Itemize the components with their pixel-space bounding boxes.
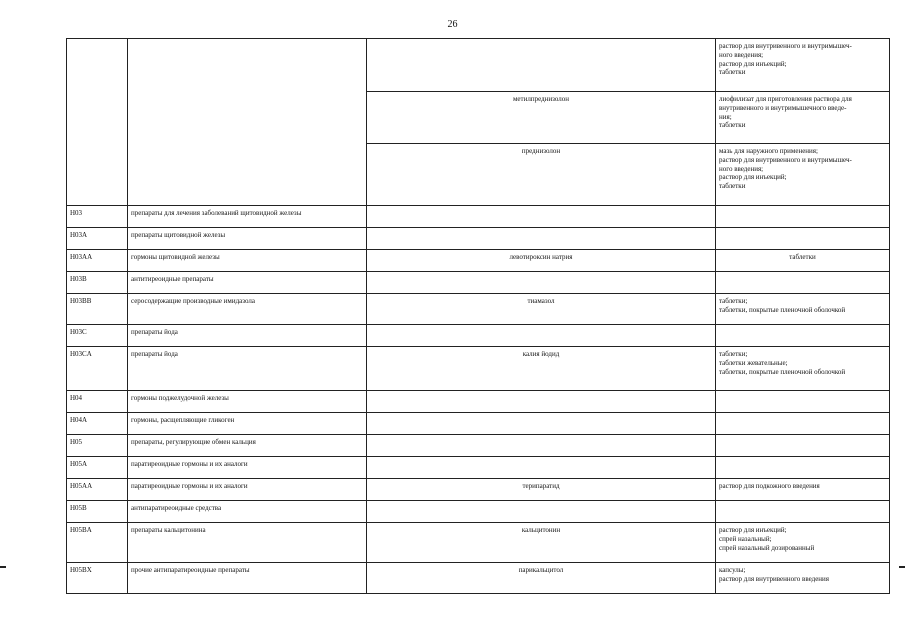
table-row xyxy=(67,563,890,594)
table-row xyxy=(67,228,890,250)
dosage-form-line: ного введения; xyxy=(719,50,764,59)
drug-name-cell: терипаратид xyxy=(367,479,716,501)
dosage-form-cell xyxy=(716,272,890,294)
group-cell: паратиреоидные гормоны и их аналоги xyxy=(128,479,367,501)
code-cell: H04A xyxy=(67,413,128,435)
dosage-form-line: таблетки, покрытые пленочной оболочкой xyxy=(719,305,846,314)
code-cell: H05AA xyxy=(67,479,128,501)
table-row xyxy=(67,501,890,523)
dosage-form-line: таблетки xyxy=(719,182,746,190)
dosage-form-cell xyxy=(716,250,890,272)
dosage-form-cell xyxy=(716,39,890,92)
dosage-form-cell xyxy=(716,501,890,523)
code-cell: H05A xyxy=(67,457,128,479)
group-cell xyxy=(128,39,367,206)
right-edge-mark xyxy=(899,566,905,568)
table-row xyxy=(67,457,890,479)
dosage-form-line: ния; xyxy=(719,112,732,121)
dosage-form-cell xyxy=(716,391,890,413)
dosage-form-cell xyxy=(716,479,890,501)
left-edge-mark xyxy=(0,566,6,568)
drug-name-cell xyxy=(367,391,716,413)
dosage-form-cell xyxy=(716,523,890,563)
group-cell: серосодержащие производные имидазола xyxy=(128,294,367,325)
drug-name-cell xyxy=(367,435,716,457)
drug-name-cell: парикальцитол xyxy=(367,563,716,594)
drug-name-cell xyxy=(367,228,716,250)
dosage-form-line: раствор для инъекций; xyxy=(719,173,787,182)
drug-name-cell xyxy=(367,413,716,435)
dosage-form-cell xyxy=(716,294,890,325)
code-cell: H05B xyxy=(67,501,128,523)
drug-name-cell: левотироксин натрия xyxy=(367,250,716,272)
dosage-form-cell xyxy=(716,92,890,144)
group-cell: препараты щитовидной железы xyxy=(128,228,367,250)
table-row xyxy=(67,206,890,228)
dosage-form-line: таблетки, покрытые пленочной оболочкой xyxy=(719,367,846,376)
dosage-form-line: таблетки; xyxy=(719,297,748,305)
table-row xyxy=(67,479,890,501)
table-row xyxy=(67,294,890,325)
table-row xyxy=(67,435,890,457)
dosage-form-line: таблетки жевательные; xyxy=(719,358,788,367)
table-row xyxy=(67,391,890,413)
group-cell: препараты йода xyxy=(128,325,367,347)
table-body xyxy=(67,39,890,594)
dosage-form-line: ного введения; xyxy=(719,164,764,173)
dosage-form-cell xyxy=(716,347,890,391)
dosage-form-line: капсулы; xyxy=(719,566,746,574)
dosage-form-cell xyxy=(716,228,890,250)
dosage-form-line: внутривенного и внутримышечного введе- xyxy=(719,103,847,112)
dosage-form-line: спрей назальный дозированный xyxy=(719,543,815,552)
code-cell: H03AA xyxy=(67,250,128,272)
code-cell: H03 xyxy=(67,206,128,228)
dosage-form-line: таблетки xyxy=(789,253,816,261)
group-cell: препараты для лечения заболеваний щитовидной железы xyxy=(128,206,367,228)
group-cell: гормоны щитовидной железы xyxy=(128,250,367,272)
dosage-form-line: раствор для внутривенного введения xyxy=(719,574,830,583)
drug-name-cell: преднизолон xyxy=(367,144,716,206)
dosage-form-cell xyxy=(716,325,890,347)
dosage-form-cell xyxy=(716,144,890,206)
group-cell: препараты кальцитонина xyxy=(128,523,367,563)
drug-name-cell: метилпреднизолон xyxy=(367,92,716,144)
dosage-form-line: раствор для подкожного введения xyxy=(719,482,820,490)
group-cell: гормоны, расщепляющие гликоген xyxy=(128,413,367,435)
group-cell: антипаратиреоидные средства xyxy=(128,501,367,523)
code-cell: H05BX xyxy=(67,563,128,594)
code-cell xyxy=(67,39,128,206)
table-row xyxy=(67,39,890,92)
drug-name-cell xyxy=(367,325,716,347)
dosage-form-line: таблетки; xyxy=(719,350,748,358)
group-cell: гормоны поджелудочной железы xyxy=(128,391,367,413)
code-cell: H03A xyxy=(67,228,128,250)
dosage-form-cell xyxy=(716,457,890,479)
dosage-form-cell xyxy=(716,563,890,594)
code-cell: H05 xyxy=(67,435,128,457)
drug-name-cell: тиамазол xyxy=(367,294,716,325)
code-cell: H05BA xyxy=(67,523,128,563)
table-row xyxy=(67,413,890,435)
table-row xyxy=(67,325,890,347)
code-cell: H04 xyxy=(67,391,128,413)
code-cell: H03BB xyxy=(67,294,128,325)
drug-name-cell: кальцитонин xyxy=(367,523,716,563)
dosage-form-line: таблетки xyxy=(719,121,746,130)
dosage-form-line: спрей назальный; xyxy=(719,534,772,543)
dosage-form-line: раствор для инъекций; xyxy=(719,526,787,534)
dosage-form-line: лиофилизат для приготовления раствора для xyxy=(719,95,852,103)
table-row xyxy=(67,250,890,272)
dosage-form-cell xyxy=(716,413,890,435)
drug-name-cell xyxy=(367,457,716,479)
drug-name-cell xyxy=(367,501,716,523)
dosage-form-line: таблетки xyxy=(719,68,746,77)
code-cell: H03C xyxy=(67,325,128,347)
drug-classification-table xyxy=(66,38,890,594)
dosage-form-line: мазь для наружного применения; xyxy=(719,147,818,155)
dosage-form-line: раствор для внутривенного и внутримышеч- xyxy=(719,155,852,164)
group-cell: препараты йода xyxy=(128,347,367,391)
dosage-form-line: раствор для внутривенного и внутримышеч- xyxy=(719,42,852,50)
dosage-form-line: раствор для инъекций; xyxy=(719,59,787,68)
table-row xyxy=(67,347,890,391)
group-cell: прочие антипаратиреоидные препараты xyxy=(128,563,367,594)
page-number: 26 xyxy=(447,19,458,30)
table-row xyxy=(67,523,890,563)
dosage-form-cell xyxy=(716,206,890,228)
drug-name-cell: калия йодид xyxy=(367,347,716,391)
dosage-form-cell xyxy=(716,435,890,457)
code-cell: H03B xyxy=(67,272,128,294)
group-cell: препараты, регулирующие обмен кальция xyxy=(128,435,367,457)
drug-name-cell xyxy=(367,272,716,294)
code-cell: H03CA xyxy=(67,347,128,391)
group-cell: паратиреоидные гормоны и их аналоги xyxy=(128,457,367,479)
drug-name-cell xyxy=(367,206,716,228)
table-row xyxy=(67,272,890,294)
drug-name-cell xyxy=(367,39,716,92)
group-cell: антитиреоидные препараты xyxy=(128,272,367,294)
